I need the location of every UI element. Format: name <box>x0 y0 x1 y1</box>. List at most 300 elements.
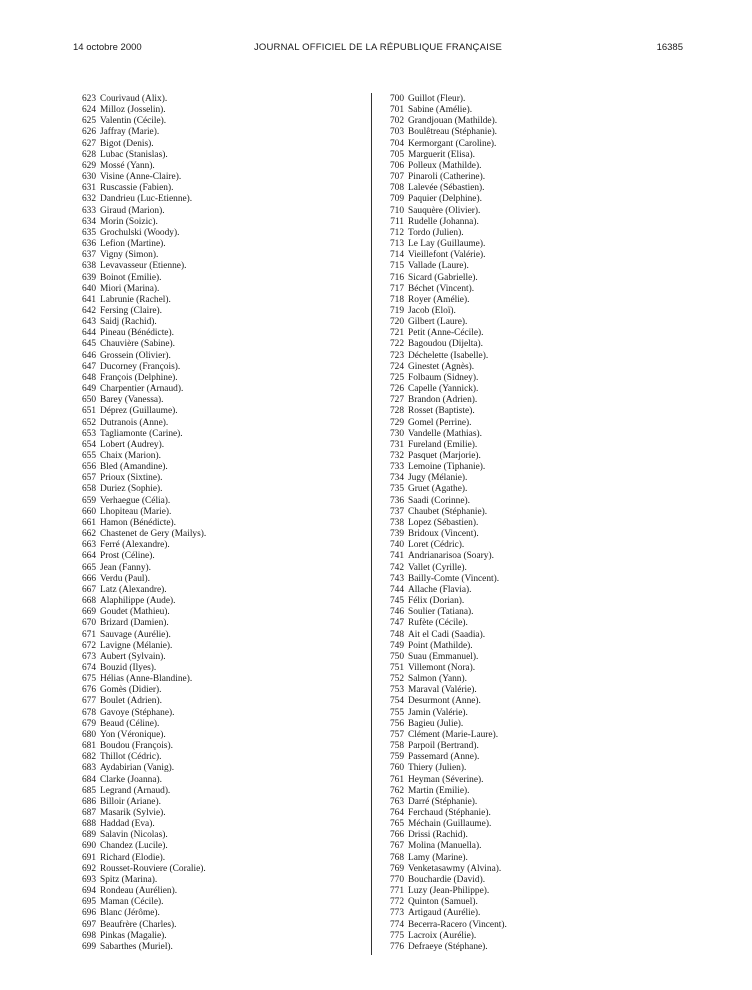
list-item <box>385 819 507 830</box>
entry-name: Lacroix (Aurélie). <box>408 930 477 941</box>
entry-number: 748 <box>389 629 404 640</box>
entry-name: Jacob (Eloï). <box>408 305 456 316</box>
list-item <box>77 708 206 719</box>
list-item <box>77 406 206 417</box>
entry-number: 644 <box>81 328 96 339</box>
list-item <box>77 451 206 462</box>
entry-name: Fersing (Claire). <box>100 305 162 316</box>
entry-name: Vieillefont (Valérie). <box>408 250 486 261</box>
entry-name: Ferchaud (Stéphanie). <box>408 808 491 818</box>
entry-number: 731 <box>389 439 404 450</box>
entry-number: 628 <box>81 149 96 160</box>
entry-number: 773 <box>389 908 404 919</box>
list-item <box>385 217 507 228</box>
entry-name: Clément (Marie-Laure). <box>408 729 499 740</box>
list-item <box>385 674 507 685</box>
list-item <box>385 875 507 886</box>
entry-name: Bailly-Comte (Vincent). <box>408 573 500 584</box>
entry-number: 631 <box>81 183 96 194</box>
entry-name: Prioux (Sixtine). <box>100 473 163 484</box>
list-item <box>77 841 206 852</box>
entry-number: 690 <box>81 841 96 852</box>
list-item <box>77 384 206 395</box>
entry-number: 650 <box>81 395 96 406</box>
list-item <box>385 228 507 239</box>
list-item <box>385 351 507 362</box>
entry-number: 732 <box>389 451 404 461</box>
entry-number: 624 <box>81 105 96 116</box>
entry-number: 633 <box>81 205 96 216</box>
entry-name: Sabine (Amélie). <box>408 105 473 116</box>
list-item <box>77 239 206 250</box>
entry-number: 734 <box>389 473 404 484</box>
list-item <box>77 339 206 350</box>
list-item <box>385 261 507 272</box>
entry-name: Tagliamonte (Carine). <box>100 428 183 439</box>
entry-number: 672 <box>81 640 96 651</box>
entry-number: 767 <box>389 841 404 852</box>
list-item <box>385 339 507 350</box>
list-item <box>77 641 206 652</box>
entry-number: 684 <box>81 774 96 785</box>
list-item <box>77 273 206 284</box>
list-item <box>385 775 507 786</box>
list-item <box>385 641 507 652</box>
entry-number: 752 <box>389 674 404 685</box>
entry-name: Gomès (Didier). <box>100 685 162 696</box>
list-item <box>385 741 507 752</box>
list-item <box>385 864 507 875</box>
entry-number: 676 <box>81 685 96 696</box>
list-item <box>77 652 206 663</box>
entry-name: Bouzid (Ilyes). <box>100 662 157 673</box>
entry-number: 665 <box>81 562 96 573</box>
entry-name: Thillot (Cédric). <box>100 752 162 763</box>
entry-name: Déchelette (Isabelle). <box>408 350 489 361</box>
entry-number: 677 <box>81 696 96 707</box>
entry-name: Maraval (Valérie). <box>408 685 477 696</box>
entry-name: Milloz (Josselin). <box>100 105 166 116</box>
entry-name: Yon (Véronique). <box>100 729 166 740</box>
list-item <box>385 763 507 774</box>
entry-number: 753 <box>389 685 404 696</box>
entry-number: 707 <box>389 172 404 183</box>
entry-name: Sauquère (Olivier). <box>408 205 481 216</box>
entry-number: 704 <box>389 138 404 149</box>
entry-name: Miori (Marina). <box>100 283 160 294</box>
entry-name: Jugy (Mélanie). <box>408 473 468 484</box>
entry-number: 674 <box>81 662 96 673</box>
entry-number: 625 <box>81 116 96 127</box>
entry-name: Artigaud (Aurélie). <box>408 908 481 919</box>
list-item <box>385 362 507 373</box>
entry-name: Saidj (Rachid). <box>100 317 157 328</box>
entry-number: 744 <box>389 584 404 595</box>
list-item <box>77 540 206 551</box>
entry-name: Venketasawmy (Alvina). <box>408 863 502 874</box>
list-item <box>77 741 206 752</box>
list-item <box>77 596 206 607</box>
entry-number: 687 <box>81 808 96 818</box>
entry-name: Lalevée (Sébastien). <box>408 183 485 194</box>
entry-number: 693 <box>81 874 96 885</box>
entry-name: Grochulski (Woody). <box>100 227 180 238</box>
list-item <box>385 139 507 150</box>
entry-name: Lubac (Stanislas). <box>100 149 168 160</box>
entry-name: Kermorgant (Caroline). <box>408 138 497 149</box>
entry-name: Rousset-Rouviere (Coralie). <box>100 863 206 874</box>
entry-name: Bigot (Denis). <box>100 138 154 149</box>
entry-name: Brandon (Adrien). <box>408 395 478 406</box>
list-item <box>385 563 507 574</box>
list-item <box>77 630 206 641</box>
entry-name: Déprez (Guillaume). <box>100 406 178 417</box>
list-item <box>77 105 206 116</box>
entry-name: Pasquet (Marjorie). <box>408 451 481 461</box>
entry-name: Lhopiteau (Marie). <box>100 506 172 517</box>
entry-name: Lobert (Audrey). <box>100 439 165 450</box>
entry-name: Gruet (Agathe). <box>408 484 468 495</box>
entry-name: Chandez (Lucile). <box>100 841 168 852</box>
entry-number: 688 <box>81 819 96 830</box>
list-item <box>385 596 507 607</box>
entry-name: Lopez (Sébastien). <box>408 517 479 528</box>
list-item <box>385 150 507 161</box>
list-item <box>385 127 507 138</box>
entry-name: Valentin (Cécile). <box>100 116 167 127</box>
list-item <box>385 931 507 942</box>
entry-name: Lavigne (Mélanie). <box>100 640 173 651</box>
entry-name: Sicard (Gabrielle). <box>408 272 478 283</box>
entry-name: Beaufrère (Charles). <box>100 919 177 930</box>
entry-number: 724 <box>389 361 404 372</box>
entry-number: 737 <box>389 506 404 517</box>
list-item <box>77 696 206 707</box>
entry-name: Boinot (Emilie). <box>100 272 162 283</box>
list-item <box>77 897 206 908</box>
entry-name: Billoir (Ariane). <box>100 796 161 807</box>
list-item <box>77 306 206 317</box>
entry-number: 755 <box>389 707 404 718</box>
entry-number: 769 <box>389 863 404 874</box>
entry-number: 679 <box>81 718 96 729</box>
list-item <box>77 920 206 931</box>
list-item <box>77 473 206 484</box>
list-item <box>385 451 507 462</box>
list-item <box>385 473 507 484</box>
list-item <box>77 328 206 339</box>
entry-number: 762 <box>389 785 404 796</box>
list-item <box>385 696 507 707</box>
list-item <box>77 685 206 696</box>
list-item <box>385 529 507 540</box>
entry-number: 645 <box>81 339 96 350</box>
entry-name: Prost (Céline). <box>100 551 155 562</box>
entry-name: Lemoine (Tiphanie). <box>408 462 486 473</box>
entry-number: 623 <box>81 94 96 104</box>
list-item <box>385 808 507 819</box>
list-item <box>77 150 206 161</box>
entry-name: Tordo (Julien). <box>408 227 464 238</box>
entry-name: Parpoil (Bertrand). <box>408 741 479 752</box>
entry-name: Heyman (Séverine). <box>408 774 484 785</box>
entry-name: Gavoye (Stéphane). <box>100 707 175 718</box>
entry-name: Salmon (Yann). <box>408 674 467 685</box>
list-item <box>77 819 206 830</box>
entry-number: 763 <box>389 796 404 807</box>
entry-number: 691 <box>81 852 96 863</box>
entry-number: 709 <box>389 194 404 205</box>
entry-number: 715 <box>389 261 404 272</box>
entry-number: 746 <box>389 607 404 618</box>
list-item <box>77 529 206 540</box>
entry-name: Félix (Dorian). <box>408 596 465 607</box>
entry-number: 721 <box>389 328 404 339</box>
entry-name: Villemont (Nora). <box>408 662 476 673</box>
journal-title: JOURNAL OFFICIEL DE LA RÉPUBLIQUE FRANÇAISE <box>253 42 503 53</box>
entry-number: 719 <box>389 305 404 316</box>
entry-number: 647 <box>81 361 96 372</box>
list-item <box>77 206 206 217</box>
list-item <box>385 317 507 328</box>
list-item <box>77 752 206 763</box>
entry-number: 714 <box>389 250 404 261</box>
list-item <box>77 763 206 774</box>
entry-number: 641 <box>81 294 96 305</box>
publication-date: 14 octobre 2000 <box>73 42 142 53</box>
list-item <box>77 886 206 897</box>
entry-name: Bridoux (Vincent). <box>408 529 479 540</box>
entry-number: 754 <box>389 696 404 707</box>
entry-number: 671 <box>81 629 96 640</box>
entry-name: Rondeau (Aurélien). <box>100 886 178 897</box>
entry-number: 639 <box>81 272 96 283</box>
list-item <box>385 652 507 663</box>
entry-name: Pineau (Bénédicte). <box>100 328 174 339</box>
list-item <box>385 183 507 194</box>
list-item <box>77 172 206 183</box>
entry-name: Chauvière (Sabine). <box>100 339 175 350</box>
list-item <box>385 630 507 641</box>
entry-name: Lefion (Martine). <box>100 239 166 250</box>
list-item <box>77 94 206 105</box>
entry-number: 685 <box>81 785 96 796</box>
list-item <box>385 551 507 562</box>
entry-name: Loret (Cédric). <box>408 540 465 551</box>
list-item <box>385 484 507 495</box>
entry-number: 751 <box>389 662 404 673</box>
list-item <box>385 908 507 919</box>
entry-number: 642 <box>81 305 96 316</box>
entry-name: Rosset (Baptiste). <box>408 406 475 417</box>
entry-name: Rudelle (Johanna). <box>408 216 479 227</box>
entry-number: 703 <box>389 127 404 138</box>
list-item <box>77 830 206 841</box>
list-item <box>385 618 507 629</box>
entry-number: 761 <box>389 774 404 785</box>
entry-name: Pinkas (Magalie). <box>100 930 167 941</box>
column-divider <box>371 93 372 955</box>
entry-name: Guillot (Fleur). <box>408 94 466 104</box>
entry-name: Courivaud (Alix). <box>100 94 168 104</box>
entry-name: Boudou (François). <box>100 741 173 752</box>
entry-name: Royer (Amélie). <box>408 294 470 305</box>
entry-name: Méchain (Guillaume). <box>408 819 492 830</box>
list-item <box>77 864 206 875</box>
entry-number: 697 <box>81 919 96 930</box>
entry-number: 635 <box>81 227 96 238</box>
entry-name: Lamy (Marine). <box>408 852 468 863</box>
entry-name: Brizard (Damien). <box>100 618 169 629</box>
list-item <box>385 830 507 841</box>
entry-number: 643 <box>81 317 96 328</box>
entry-name: Chaix (Marion). <box>100 451 161 461</box>
entry-name: Bouchardie (David). <box>408 874 486 885</box>
entry-name: Verdu (Paul). <box>100 573 150 584</box>
entry-name: Petit (Anne-Cécile). <box>408 328 484 339</box>
list-item <box>77 942 206 953</box>
entry-number: 723 <box>389 350 404 361</box>
entry-name: Drissi (Rachid). <box>408 830 468 841</box>
list-item <box>385 250 507 261</box>
list-item <box>385 540 507 551</box>
entry-number: 716 <box>389 272 404 283</box>
entry-number: 766 <box>389 830 404 841</box>
page-number: 16385 <box>656 42 683 53</box>
entry-number: 735 <box>389 484 404 495</box>
entry-number: 659 <box>81 495 96 506</box>
entry-number: 668 <box>81 596 96 607</box>
list-item <box>385 306 507 317</box>
entry-name: Spitz (Marina). <box>100 874 158 885</box>
entry-number: 695 <box>81 897 96 908</box>
list-item <box>385 730 507 741</box>
entry-name: Suau (Emmanuel). <box>408 651 479 662</box>
list-item <box>385 920 507 931</box>
entry-number: 756 <box>389 718 404 729</box>
entry-name: Charpentier (Arnaud). <box>100 384 184 395</box>
list-item <box>385 797 507 808</box>
entry-name: Chaubet (Stéphanie). <box>408 506 488 517</box>
entry-number: 680 <box>81 729 96 740</box>
list-item <box>77 462 206 473</box>
entry-number: 683 <box>81 763 96 774</box>
entry-number: 730 <box>389 428 404 439</box>
list-item <box>385 161 507 172</box>
entry-number: 706 <box>389 160 404 171</box>
entry-name: Bagoudou (Dijelta). <box>408 339 483 350</box>
list-item <box>77 808 206 819</box>
list-item <box>77 194 206 205</box>
list-item <box>77 719 206 730</box>
entry-number: 720 <box>389 317 404 328</box>
entry-name: Ruscassie (Fabien). <box>100 183 174 194</box>
entry-number: 667 <box>81 584 96 595</box>
entry-name: Ait el Cadi (Saadia). <box>408 629 486 640</box>
entry-name: Boulêtreau (Stéphanie). <box>408 127 498 138</box>
entry-name: Fureland (Emilie). <box>408 439 478 450</box>
entry-name: Giraud (Marion). <box>100 205 165 216</box>
entry-name: Haddad (Eva). <box>100 819 155 830</box>
list-item <box>77 484 206 495</box>
list-item <box>385 194 507 205</box>
entry-number: 728 <box>389 406 404 417</box>
entry-name: Alaphilippe (Aude). <box>100 596 176 607</box>
entry-name: Levavasseur (Etienne). <box>100 261 187 272</box>
entry-number: 653 <box>81 428 96 439</box>
list-item <box>77 518 206 529</box>
entry-name: Desurmont (Anne). <box>408 696 481 707</box>
list-item <box>385 373 507 384</box>
list-item <box>77 875 206 886</box>
entry-name: Verhaegue (Célia). <box>100 495 171 506</box>
entry-name: Point (Mathilde). <box>408 640 473 651</box>
entry-name: Rufète (Cécile). <box>408 618 468 629</box>
entry-number: 648 <box>81 372 96 383</box>
list-item <box>385 94 507 105</box>
entry-number: 722 <box>389 339 404 350</box>
list-item <box>77 507 206 518</box>
entry-name: Jamin (Valérie). <box>408 707 468 718</box>
entry-number: 741 <box>389 551 404 562</box>
entry-name: Pinaroli (Catherine). <box>408 172 486 183</box>
entry-number: 652 <box>81 417 96 428</box>
list-item <box>77 284 206 295</box>
right-name-column <box>385 94 507 953</box>
list-item <box>385 284 507 295</box>
entry-name: Grandjouan (Mathilde). <box>408 116 498 127</box>
entry-name: Soulier (Tatiana). <box>408 607 474 618</box>
list-item <box>385 328 507 339</box>
list-item <box>77 551 206 562</box>
entry-name: Ferré (Alexandre). <box>100 540 170 551</box>
entry-number: 638 <box>81 261 96 272</box>
list-item <box>77 853 206 864</box>
entry-number: 772 <box>389 897 404 908</box>
list-item <box>77 440 206 451</box>
list-item <box>385 273 507 284</box>
entry-name: Jean (Fanny). <box>100 562 152 573</box>
entry-name: Ducorney (François). <box>100 361 181 372</box>
list-item <box>385 719 507 730</box>
entry-number: 771 <box>389 886 404 897</box>
entry-number: 740 <box>389 540 404 551</box>
list-item <box>385 585 507 596</box>
list-item <box>385 462 507 473</box>
list-item <box>77 217 206 228</box>
entry-number: 663 <box>81 540 96 551</box>
list-item <box>385 518 507 529</box>
entry-number: 725 <box>389 372 404 383</box>
list-item <box>77 908 206 919</box>
entry-number: 758 <box>389 741 404 752</box>
entry-number: 733 <box>389 462 404 473</box>
entry-number: 660 <box>81 506 96 517</box>
left-name-column <box>77 94 206 953</box>
entry-name: Becerra-Racero (Vincent). <box>408 919 507 930</box>
list-item <box>77 127 206 138</box>
entry-name: Hamon (Bénédicte). <box>100 517 177 528</box>
entry-name: Gomel (Perrine). <box>408 417 472 428</box>
list-item <box>77 607 206 618</box>
entry-name: Masarik (Sylvie). <box>100 808 166 818</box>
entry-number: 699 <box>81 941 96 952</box>
entry-name: Richard (Elodie). <box>100 852 166 863</box>
entry-name: Martin (Emilie). <box>408 785 470 796</box>
list-item <box>77 395 206 406</box>
list-item <box>77 228 206 239</box>
list-item <box>385 574 507 585</box>
